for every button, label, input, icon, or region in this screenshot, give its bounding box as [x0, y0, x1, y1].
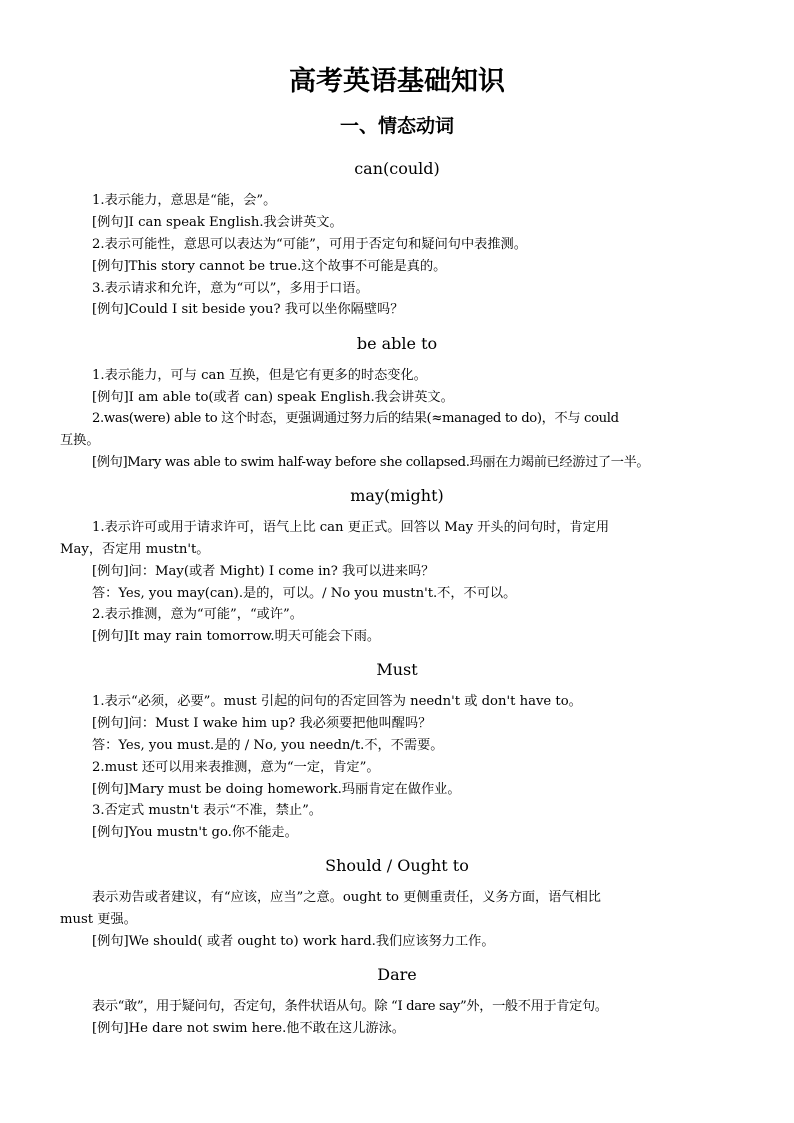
example-line: [例句]Mary must be doing homework.玛丽肯定在做作业。	[92, 782, 461, 797]
example-line: [例句]He dare not swim here.他不敢在这儿游泳。	[92, 1021, 405, 1036]
text-line: must 更强。	[60, 912, 137, 927]
text-line: 2.表示推测，意为“可能”，“或许”。	[92, 607, 303, 622]
section-heading-must: Must	[376, 660, 418, 679]
section-heading-should: Should / Ought to	[325, 856, 469, 875]
text-line: 1.表示能力，意思是“能，会”。	[92, 193, 277, 208]
example-line: [例句]This story cannot be true.这个故事不可能是真的。	[92, 259, 447, 274]
example-line: [例句]I am able to(或者 can) speak English.我会讲英文。	[92, 390, 454, 405]
example-line: [例句]问：May(或者 Might) I come in? 我可以进来吗？	[92, 564, 435, 579]
text-line: 2.must 还可以用来表推测，意为“一定，肯定”。	[92, 760, 380, 775]
text-line: 1.表示许可或用于请求许可，语气上比 can 更正式。回答以 May 开头的问句时，肯定用	[92, 520, 610, 535]
text-line: 3.否定式 mustn't 表示“不准，禁止”。	[92, 803, 322, 818]
section-heading-dare: Dare	[377, 965, 417, 984]
example-line: [例句]Could I sit beside you? 我可以坐你隔壁吗？	[92, 302, 404, 317]
section-heading-be-able-to: be able to	[356, 334, 438, 353]
text-line: 1.表示“必须，必要”。must 引起的问句的否定回答为 needn't 或 don't have to。	[92, 694, 582, 709]
text-line: May，否定用 mustn't。	[60, 542, 210, 557]
example-line: [例句]We should( 或者 ought to) work hard.我们应该努力工作。	[92, 934, 495, 949]
text-line: 2.表示可能性，意思可以表达为“可能”，可用于否定句和疑问句中表推测。	[92, 237, 527, 252]
chapter-heading: 一、情态动词	[339, 115, 454, 137]
section-heading-can: can(could)	[354, 159, 440, 178]
section-heading-may: may(might)	[350, 486, 444, 505]
example-line: [例句]It may rain tomorrow.明天可能会下雨。	[92, 629, 381, 644]
example-line: [例句]Mary was able to swim half-way before she collapsed.玛丽在力竭前已经游过了一半。	[92, 455, 650, 470]
text-line: 表示劝告或者建议，有“应该，应当”之意。ought to 更侧重责任，义务方面，语气相比	[92, 890, 601, 905]
text-line: 1.表示能力，可与 can 互换，但是它有更多的时态变化。	[92, 368, 427, 383]
text-line: 互换。	[60, 433, 100, 448]
text-line: 3.表示请求和允许，意为“可以”，多用于口语。	[92, 281, 369, 296]
text-line: 2.was(were) able to 这个时态，更强调通过努力后的结果(≈managed to do)，不与 could	[92, 411, 619, 426]
document-title: 高考英语基础知识	[289, 66, 505, 97]
example-line: 答：Yes, you may(can).是的，可以。/ No you mustn't.不，不可以。	[92, 586, 517, 601]
example-line: 答：Yes, you must.是的 / No, you needn/t.不，不需要。	[92, 738, 444, 753]
example-line: [例句]问：Must I wake him up? 我必须要把他叫醒吗？	[92, 716, 432, 731]
text-line: 表示“敢”，用于疑问句，否定句，条件状语从句。除 “I dare say”外，一般不用于肯定句。	[92, 999, 608, 1014]
example-line: [例句]I can speak English.我会讲英文。	[92, 215, 343, 230]
example-line: [例句]You mustn't go.你不能走。	[92, 825, 298, 840]
